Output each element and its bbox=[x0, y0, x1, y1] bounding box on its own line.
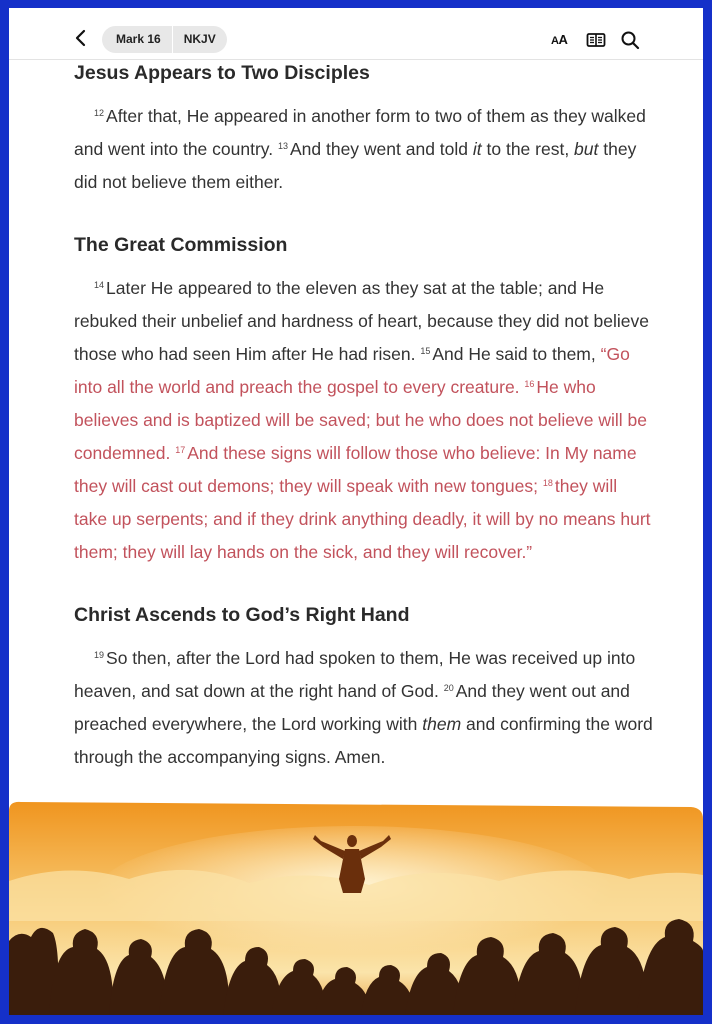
verse-text: Later He appeared to the eleven as they sat at the table; and He rebuked their unbelief and hardness of heart, because they did not believe those who had seen Him after He had risen. bbox=[74, 278, 649, 364]
verse-text-red: they will take up serpents; and if they drink anything deadly, it will by no means hurt them; they will lay hands on the sick, and they will recover.” bbox=[74, 476, 651, 562]
version-button[interactable]: NKJV bbox=[183, 32, 216, 46]
verse-number[interactable]: 14 bbox=[94, 280, 105, 290]
book-icon[interactable] bbox=[586, 28, 606, 52]
section-heading: Christ Ascends to God’s Right Hand bbox=[74, 604, 410, 626]
chapter-text bbox=[74, 60, 654, 774]
passage-selector bbox=[102, 26, 227, 53]
verse-text: And they went out and preached everywhere, the Lord working with bbox=[74, 681, 630, 734]
text-size-icon[interactable] bbox=[551, 28, 567, 52]
paragraph bbox=[74, 642, 654, 774]
verse-number[interactable]: 13 bbox=[277, 141, 288, 151]
top-toolbar bbox=[9, 8, 703, 60]
book-chapter-button[interactable]: Mark 16 bbox=[116, 32, 161, 46]
verse-number[interactable]: 20 bbox=[443, 683, 454, 693]
verse-number[interactable]: 12 bbox=[94, 108, 105, 118]
verse-text-red: He who believes and is baptized will be saved; but he who does not believe will be condemned. bbox=[74, 377, 647, 463]
text-size-large-a: A bbox=[558, 32, 568, 47]
verse-text-italic: it bbox=[472, 139, 482, 159]
verse-text-red: And these signs will follow those who believe: In My name they will cast out demons; they will speak with new tongues; bbox=[74, 443, 637, 496]
text-size-small-a: A bbox=[551, 35, 559, 47]
verse-text: And they went and told bbox=[289, 139, 473, 159]
verse-text: So then, after the Lord had spoken to them, He was received up into heaven, and sat down at the right hand of God. bbox=[74, 648, 636, 701]
verse-number[interactable]: 17 bbox=[175, 445, 186, 455]
verse-text-italic: but bbox=[574, 139, 599, 159]
verse-text-red: “Go into all the world and preach the gospel to every creature. bbox=[74, 344, 630, 397]
section-heading: The Great Commission bbox=[74, 234, 288, 256]
verse-number[interactable]: 15 bbox=[420, 346, 431, 356]
verse-text: After that, He appeared in another form to two of them as they walked and went into the country. bbox=[74, 106, 646, 159]
paragraph bbox=[74, 272, 654, 569]
verse-text-italic: them bbox=[422, 714, 462, 734]
verse-text: And He said to them, bbox=[432, 344, 601, 364]
back-chevron-icon[interactable] bbox=[69, 26, 93, 50]
ascension-illustration bbox=[9, 801, 703, 1015]
search-icon[interactable] bbox=[620, 28, 640, 52]
verse-text: to the rest, bbox=[481, 139, 575, 159]
verse-number[interactable]: 19 bbox=[94, 650, 105, 660]
section-heading: Jesus Appears to Two Disciples bbox=[74, 62, 370, 84]
paragraph bbox=[74, 100, 654, 199]
verse-number[interactable]: 18 bbox=[542, 478, 553, 488]
verse-number[interactable]: 16 bbox=[524, 379, 535, 389]
words-of-christ bbox=[74, 344, 651, 562]
verse-text: and confirming the word through the accompanying signs. Amen. bbox=[74, 714, 653, 767]
reader-screen bbox=[9, 8, 703, 1015]
verse-text: they did not believe them either. bbox=[74, 139, 637, 192]
